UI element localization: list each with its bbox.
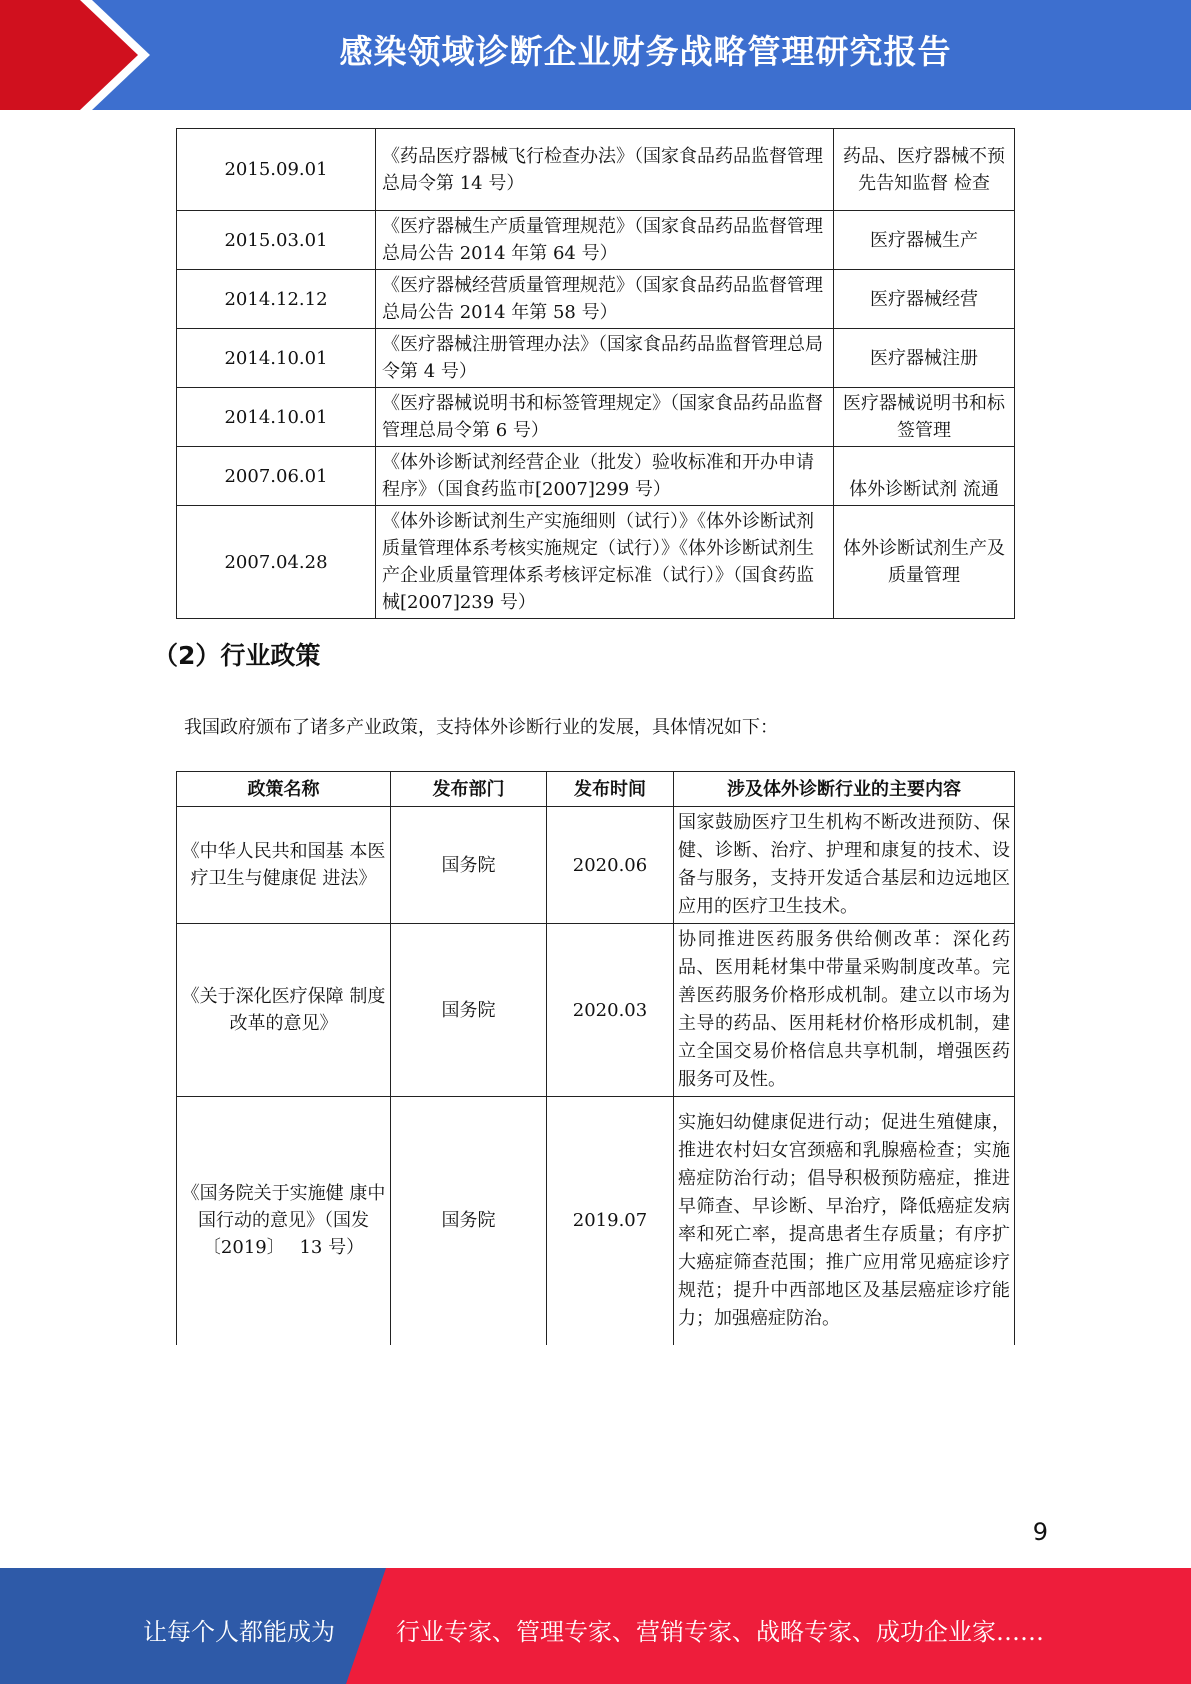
table-row [177,447,1015,506]
reg-scope: 医疗器械注册 [834,329,1015,388]
table-row [177,388,1015,447]
policy-name: 《关于深化医疗保障 制度改革的意见》 [177,924,391,1097]
policy-time: 2020.03 [547,924,674,1097]
policy-content: 实施妇幼健康促进行动；促进生殖健康，推进农村妇女宫颈癌和乳腺癌检查；实施癌症防治行动；倡导积极预防癌症，推进早筛查、早诊断、早治疗，降低癌症发病率和死亡率，提高患者生存质量；有序扩大癌症筛查范围；推广应用常见癌症诊疗规范；提升中西部地区及基层癌症诊疗能力；加强癌症防治。 [674,1097,1015,1345]
reg-scope: 药品、医疗器械不预先告知监督 检查 [834,129,1015,211]
policy-name: 《中华人民共和国基 本医疗卫生与健康促 进法》 [177,807,391,924]
column-header: 涉及体外诊断行业的主要内容 [674,772,1015,807]
table-row [177,129,1015,211]
reg-scope: 医疗器械经营 [834,270,1015,329]
reg-scope: 体外诊断试剂生产及质量管理 [834,506,1015,619]
table-header-row [177,772,1015,807]
column-header: 发布时间 [547,772,674,807]
reg-name: 《药品医疗器械飞行检查办法》（国家食品药品监督管理总局令第 14 号） [376,129,834,211]
policy-dept: 国务院 [391,924,547,1097]
reg-name: 《体外诊断试剂生产实施细则（试行）》《体外诊断试剂质量管理体系考核实施规定（试行）》《体外诊断试剂生产企业质量管理体系考核评定标准（试行）》（国食药监械[2007]239 号） [376,506,834,619]
reg-name: 《体外诊断试剂经营企业（批发）验收标准和开办申请程序》（国食药监市[2007]299 号） [376,447,834,506]
reg-scope: 医疗器械说明书和标签管理 [834,388,1015,447]
reg-name: 《医疗器械经营质量管理规范》（国家食品药品监督管理总局公告 2014 年第 58 号） [376,270,834,329]
reg-name: 《医疗器械说明书和标签管理规定》（国家食品药品监督管理总局令第 6 号） [376,388,834,447]
policy-table [176,771,1015,1345]
section-heading: （2）行业政策 [153,641,321,670]
reg-date: 2014.12.12 [177,270,376,329]
intro-paragraph: 我国政府颁布了诸多产业政策，支持体外诊断行业的发展，具体情况如下： [184,717,778,738]
reg-date: 2007.06.01 [177,447,376,506]
reg-date: 2007.04.28 [177,506,376,619]
reg-date: 2014.10.01 [177,388,376,447]
policy-content: 协同推进医药服务供给侧改革：深化药品、医用耗材集中带量采购制度改革。完善医药服务价格形成机制。建立以市场为主导的药品、医用耗材价格形成机制，建立全国交易价格信息共享机制，增强医药服务可及性。 [674,924,1015,1097]
reg-date: 2015.09.01 [177,129,376,211]
reg-name: 《医疗器械注册管理办法》（国家食品药品监督管理总局令第 4 号） [376,329,834,388]
reg-date: 2014.10.01 [177,329,376,388]
header-chevron-decoration [0,0,150,110]
column-header: 政策名称 [177,772,391,807]
footer-slogan-left: 让每个人都能成为 [143,1618,335,1646]
page-footer [0,1568,1191,1684]
table-row [177,211,1015,270]
reg-name: 《医疗器械生产质量管理规范》（国家食品药品监督管理总局公告 2014 年第 64 号） [376,211,834,270]
page-header [0,0,1191,110]
reg-date: 2015.03.01 [177,211,376,270]
policy-time: 2019.07 [547,1097,674,1345]
report-title: 感染领域诊断企业财务战略管理研究报告 [339,32,952,71]
table-row [177,924,1015,1097]
policy-dept: 国务院 [391,807,547,924]
reg-scope: 医疗器械生产 [834,211,1015,270]
policy-content: 国家鼓励医疗卫生机构不断改进预防、保健、诊断、治疗、护理和康复的技术、设备与服务，支持开发适合基层和边远地区应用的医疗卫生技术。 [674,807,1015,924]
table-row [177,1097,1015,1345]
reg-scope: 体外诊断试剂 流通 [834,447,1015,506]
table-row [177,506,1015,619]
footer-slogan-right: 行业专家、管理专家、营销专家、战略专家、成功企业家…… [396,1618,1044,1646]
table-row [177,807,1015,924]
policy-dept: 国务院 [391,1097,547,1345]
table-row [177,270,1015,329]
policy-name: 《国务院关于实施健 康中国行动的意见》（国发〔2019〕 13 号） [177,1097,391,1345]
regulations-table [176,128,1015,619]
table-row [177,329,1015,388]
policy-time: 2020.06 [547,807,674,924]
page-number: 9 [1032,1518,1048,1546]
column-header: 发布部门 [391,772,547,807]
